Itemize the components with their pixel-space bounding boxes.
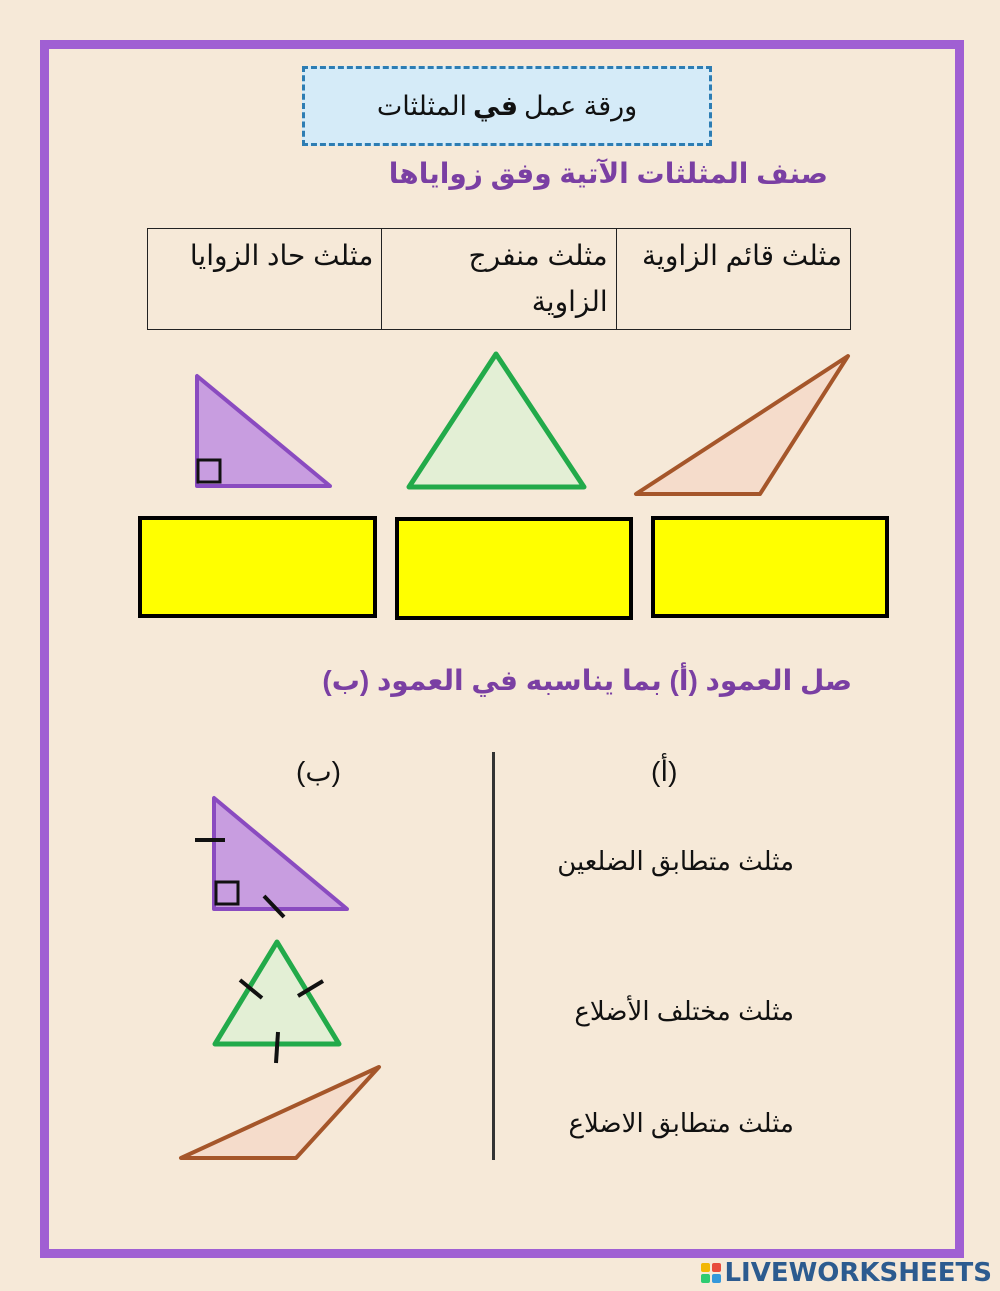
type-right-angle[interactable]: مثلث قائم الزاوية (616, 229, 850, 330)
answer-box-1[interactable] (138, 516, 377, 618)
section1-heading: صنف المثلثات الآتية وفق زواياها (388, 158, 828, 189)
title-pre: ورقة عمل (524, 90, 638, 121)
section2-heading: صل العمود (أ) بما يناسبه في العمود (ب) (322, 665, 852, 696)
title-bold: في (473, 90, 519, 121)
title-post: المثلثات (376, 90, 468, 121)
brand-footer (701, 1257, 992, 1289)
match-item-2[interactable]: مثلث مختلف الأضلاع (574, 996, 794, 1026)
type-obtuse-angle[interactable]: مثلث منفرج الزاوية (382, 229, 616, 330)
match-item-3[interactable]: مثلث متطابق الاضلاع (568, 1108, 794, 1138)
brand-text: LIVEWORKSHEETS (724, 1258, 992, 1288)
equilateral-triangle-2[interactable] (215, 942, 339, 1044)
match-item-1[interactable]: مثلث متطابق الضلعين (557, 846, 794, 876)
answer-box-2[interactable] (395, 517, 633, 620)
obtuse-triangle-1[interactable] (636, 356, 848, 494)
isosceles-right-triangle-2[interactable] (214, 798, 347, 909)
column-b-label: (ب) (296, 756, 342, 787)
column-a-label: (أ) (651, 756, 678, 787)
tick-mark (276, 1032, 278, 1063)
answer-box-3[interactable] (651, 516, 889, 618)
scalene-triangle-2[interactable] (181, 1067, 379, 1158)
column-divider (492, 752, 495, 1160)
right-triangle-1[interactable] (197, 376, 330, 486)
acute-triangle-1[interactable] (409, 354, 584, 487)
type-acute-angle[interactable]: مثلث حاد الزوايا (148, 229, 382, 330)
liveworksheets-logo-icon (701, 1263, 721, 1283)
